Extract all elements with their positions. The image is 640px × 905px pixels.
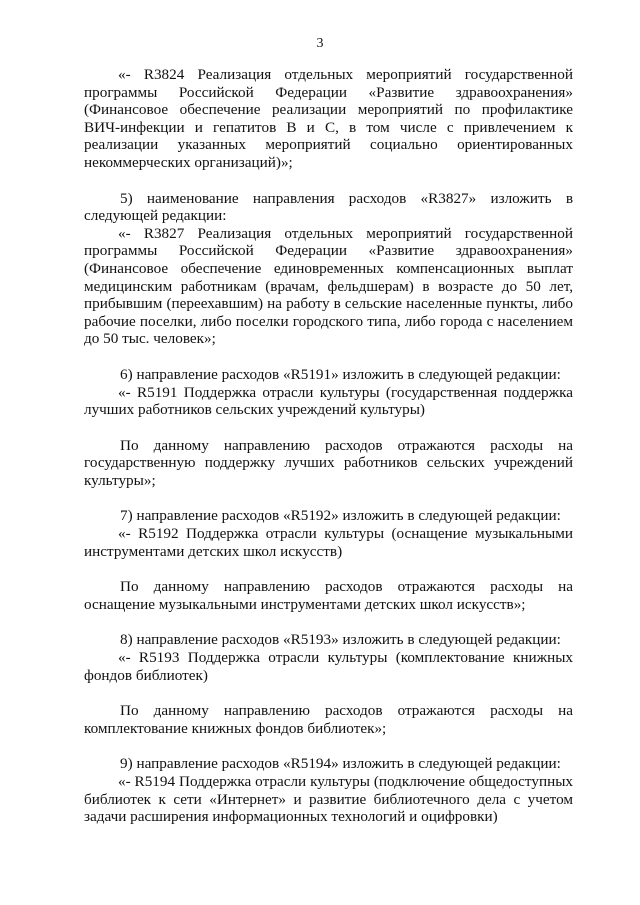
paragraph-item-7: 7) направление расходов «R5192» изложить в следующей редакции: xyxy=(120,507,561,525)
paragraph-item-9: 9) направление расходов «R5194» изложить в следующей редакции: xyxy=(120,755,561,773)
paragraph-r3824-quote: «- R3824 Реализация отдельных мероприятий государственной программы Российской Федерации «Развитие здравоохранения» (Финансовое обеспечение реализации мероприятий по профилактике ВИЧ-инфекции и гепатитов В и С, в том числе с привлечением к реализации указанных мероприятий социально ориентированных некоммерческих организаций)»; xyxy=(84,66,573,171)
paragraph-r5191-quote: «- R5191 Поддержка отрасли культуры (государственная поддержка лучших работников сельских учреждений культуры) xyxy=(84,383,573,419)
document-body xyxy=(84,66,573,826)
paragraph-r5194-quote: «- R5194 Поддержка отрасли культуры (подключение общедоступных библиотек к сети «Интернет» и развитие библиотечного дела с учетом задачи расширения информационных технологий и оцифровки) xyxy=(84,773,573,826)
paragraph-r5193-quote: «- R5193 Поддержка отрасли культуры (комплектование книжных фондов библиотек) xyxy=(84,649,573,684)
paragraph-r5192-description: По данному направлению расходов отражаются расходы на оснащение музыкальными инструментами детских школ искусств»; xyxy=(84,578,573,613)
paragraph-r5191-description: По данному направлению расходов отражаются расходы на государственную поддержку лучших работников сельских учреждений культуры»; xyxy=(84,436,573,489)
page-number: 3 xyxy=(316,36,324,51)
paragraph-r5192-quote: «- R5192 Поддержка отрасли культуры (оснащение музыкальными инструментами детских школ искусств) xyxy=(84,525,573,560)
paragraph-item-6: 6) направление расходов «R5191» изложить в следующей редакции: xyxy=(120,365,561,383)
paragraph-r3827-quote: «- R3827 Реализация отдельных мероприятий государственной программы Российской Федерации «Развитие здравоохранения» (Финансовое обеспечение единовременных компенсационных выплат медицинским работникам (врачам, фельдшерам) в возрасте до 50 лет, прибывшим (переехавшим) на работу в сельские населенные пункты, либо рабочие поселки, либо поселки городского типа, либо города с населением до 50 тыс. человек»; xyxy=(84,224,573,348)
paragraph-item-5: 5) наименование направления расходов «R3827» изложить в следующей редакции: xyxy=(84,189,573,225)
paragraph-r5193-description: По данному направлению расходов отражаются расходы на комплектование книжных фондов библиотек»; xyxy=(84,702,573,737)
paragraph-item-8: 8) направление расходов «R5193» изложить в следующей редакции: xyxy=(120,631,561,649)
